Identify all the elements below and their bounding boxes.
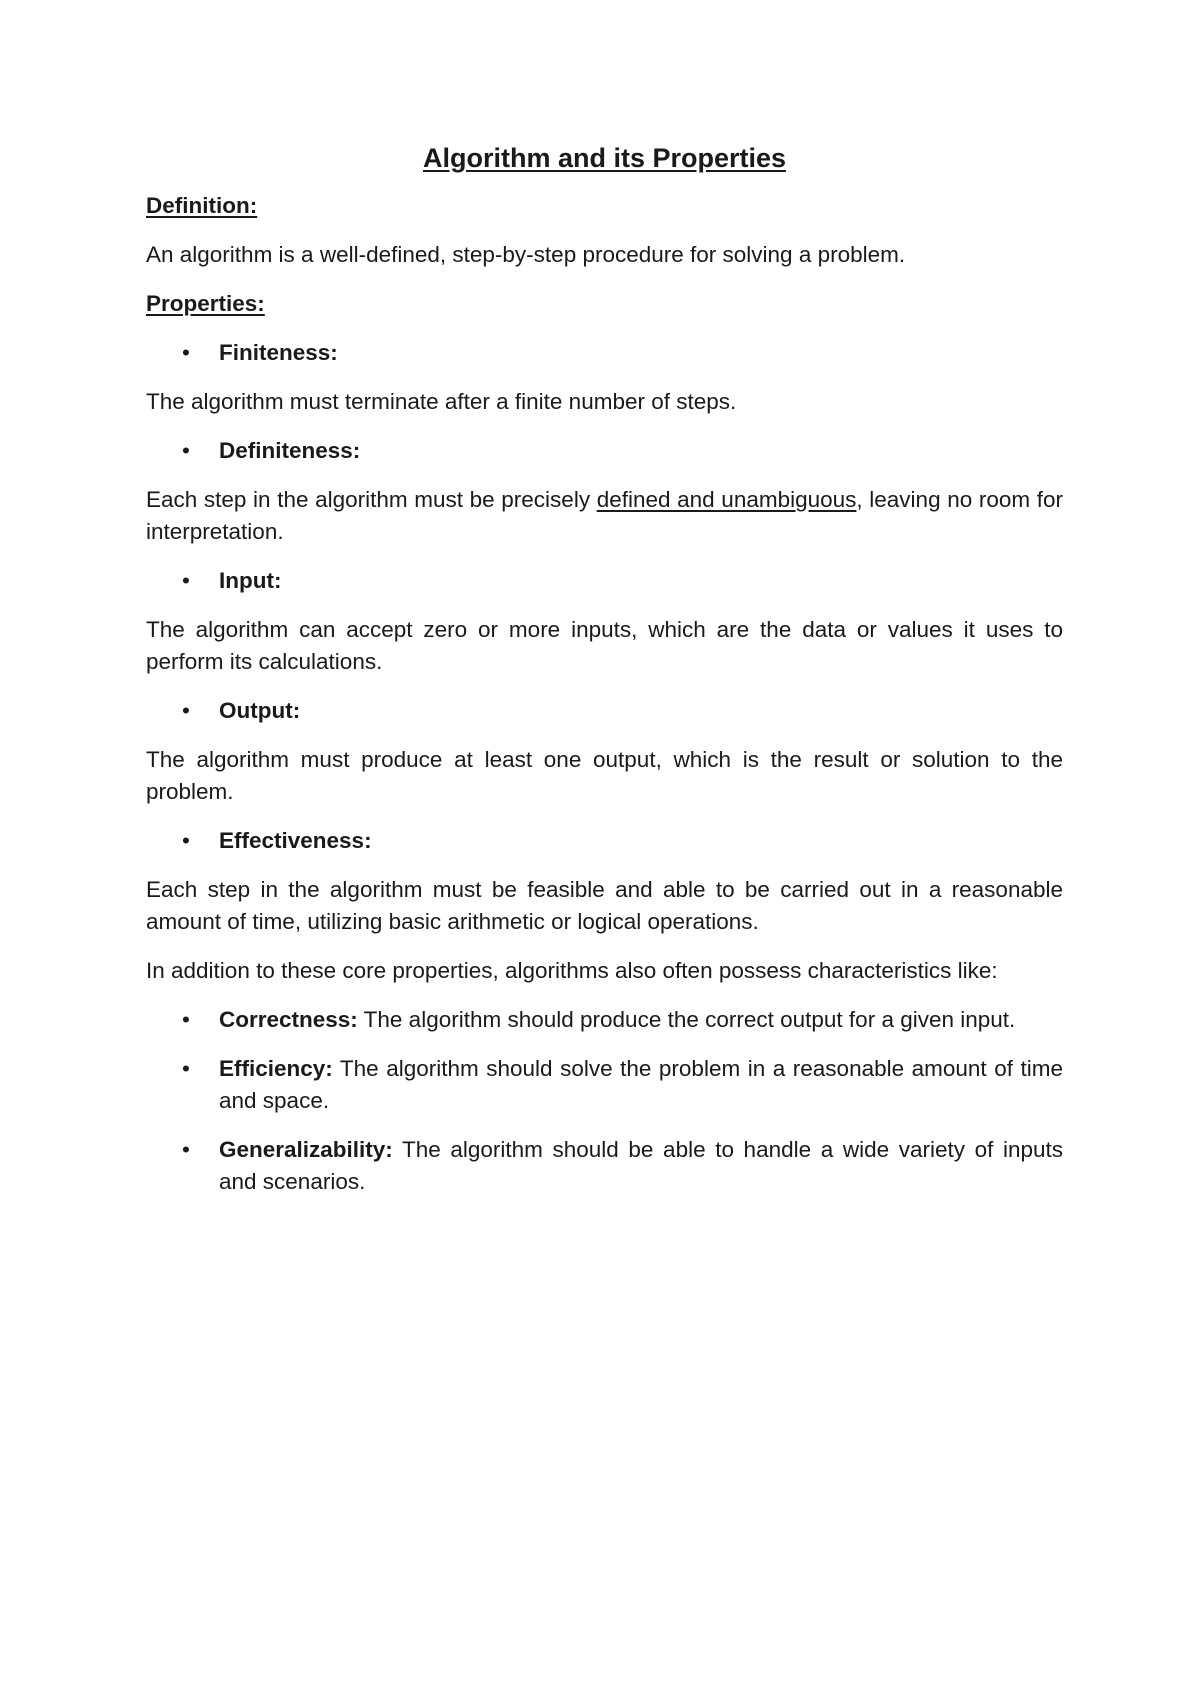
property-text-part: , leaving no room for interpretation. bbox=[146, 487, 1063, 544]
property-text-effectiveness: Each step in the algorithm must be feasible and able to be carried out in a reasonable amount of time, utilizing basic arithmetic or logical operations. bbox=[146, 877, 1063, 934]
property-bullet-output bbox=[146, 695, 1063, 727]
property-text-output: The algorithm must produce at least one output, which is the result or solution to the problem. bbox=[146, 747, 1063, 804]
definition-heading: Definition: bbox=[146, 193, 258, 218]
bullet-icon: • bbox=[182, 698, 190, 723]
bullet-icon: • bbox=[182, 1056, 190, 1081]
bullet-icon: • bbox=[182, 1137, 190, 1162]
bullet-icon: • bbox=[182, 340, 190, 365]
property-name: Correctness: bbox=[219, 1007, 358, 1032]
additional-bullet-correctness bbox=[146, 1004, 1063, 1036]
property-text-finiteness: The algorithm must terminate after a finite number of steps. bbox=[146, 389, 737, 414]
property-name: Effectiveness: bbox=[219, 828, 372, 853]
property-name: Finiteness: bbox=[219, 340, 338, 365]
property-bullet-finiteness bbox=[146, 337, 1063, 369]
property-text-input: The algorithm can accept zero or more inputs, which are the data or values it uses to perform its calculations. bbox=[146, 617, 1063, 674]
document-content bbox=[146, 140, 1063, 1215]
property-text: The algorithm should solve the problem in a reasonable amount of time and space. bbox=[219, 1056, 1063, 1113]
page-title: Algorithm and its Properties bbox=[422, 143, 787, 173]
property-name: Efficiency: bbox=[219, 1056, 333, 1081]
additional-bullet-efficiency bbox=[146, 1053, 1063, 1117]
property-bullet-input bbox=[146, 565, 1063, 597]
bullet-icon: • bbox=[182, 828, 190, 853]
property-bullet-definiteness bbox=[146, 435, 1063, 467]
bullet-icon: • bbox=[182, 568, 190, 593]
definition-text: An algorithm is a well-defined, step-by-step procedure for solving a problem. bbox=[146, 242, 906, 267]
additional-intro: In addition to these core properties, algorithms also often possess characteristics like: bbox=[146, 958, 998, 983]
property-text: The algorithm should produce the correct output for a given input. bbox=[357, 1007, 1016, 1032]
property-name: Input: bbox=[219, 568, 282, 593]
properties-heading: Properties: bbox=[146, 291, 265, 316]
underlined-phrase: defined and unambiguous bbox=[596, 487, 857, 512]
property-name: Generalizability: bbox=[219, 1137, 393, 1162]
bullet-icon: • bbox=[182, 1007, 190, 1032]
property-name: Output: bbox=[219, 698, 301, 723]
property-text-part: Each step in the algorithm must be precisely bbox=[146, 487, 597, 512]
bullet-icon: • bbox=[182, 438, 190, 463]
property-bullet-effectiveness bbox=[146, 825, 1063, 857]
property-text: The algorithm should be able to handle a wide variety of inputs and scenarios. bbox=[219, 1137, 1063, 1194]
property-name: Definiteness: bbox=[219, 438, 361, 463]
additional-bullet-generalizability bbox=[146, 1134, 1063, 1198]
property-text-definiteness bbox=[146, 484, 1063, 548]
